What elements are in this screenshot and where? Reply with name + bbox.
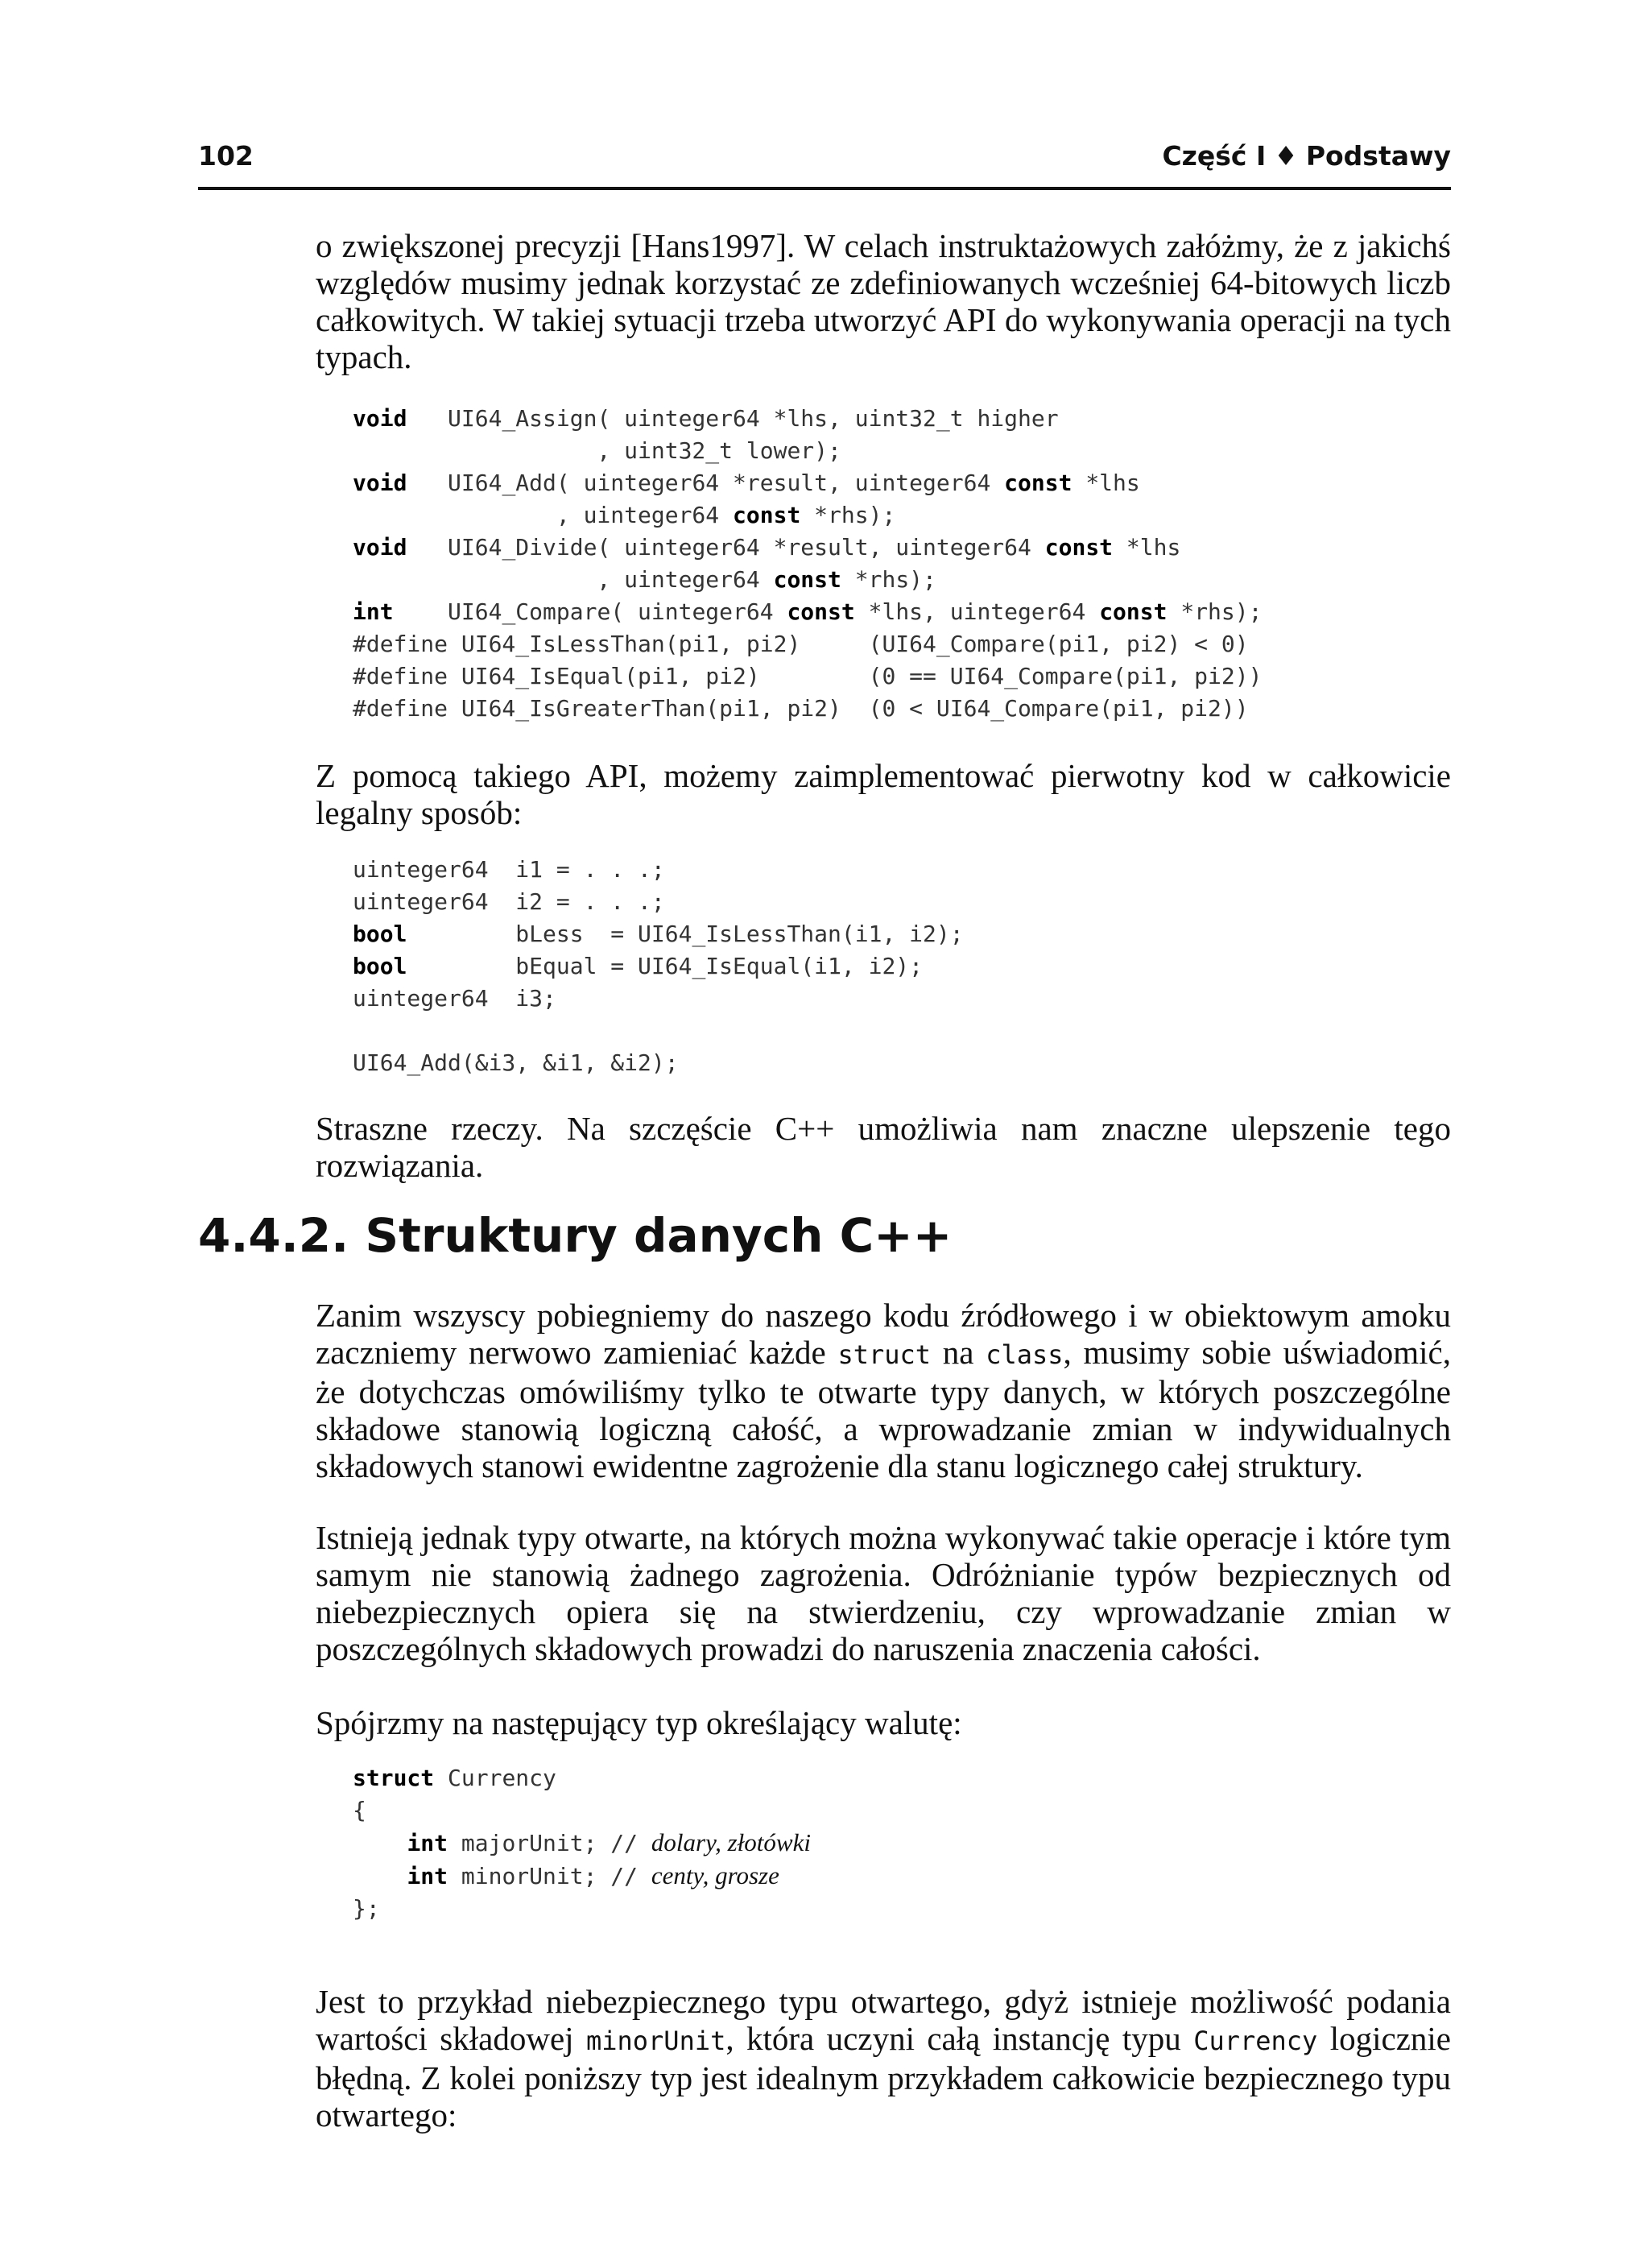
chapter-title: Podstawy xyxy=(1305,140,1451,172)
diamond-separator-icon: ♦ xyxy=(1274,140,1298,172)
inline-code-minorunit: minorUnit xyxy=(585,2026,726,2056)
inline-code-class: class xyxy=(986,1339,1064,1370)
code-line: void UI64_Divide( uinteger64 *result, uinteger64 const *lhs xyxy=(353,534,1181,561)
paragraph: Zanim wszyscy pobiegniemy do naszego kodu źródłowego i w obiektowym amoku zaczniemy nerwowo zamieniać każde struct na class, musimy sobie uświadomić, że dotychczas omówiliśmy tylko te otwarte typy danych, w których poszczególne składowe stanowią logiczną całość, a wprowadzanie zmian w indywidualnych składowych stanowi ewidentne zagrożenie dla stanu logicznego całej struktury. xyxy=(316,1297,1451,1484)
code-listing-currency xyxy=(353,1762,811,1925)
code-line: int majorUnit; // dolary, złotówki xyxy=(407,1828,811,1856)
part-label: Część I xyxy=(1162,140,1267,172)
paragraph: Spójrzmy na następujący typ określający walutę: xyxy=(316,1704,962,1741)
intro-paragraph-block xyxy=(316,227,1451,375)
code-line: #define UI64_IsLessThan(pi1, pi2) (UI64_Compare(pi1, pi2) < 0) xyxy=(353,631,1249,657)
paragraph: Jest to przykład niebezpiecznego typu otwartego, gdyż istnieje możliwość podania wartości składowej minorUnit, która uczyni całą instancję typu Currency logicznie błędną. Z kolei poniższy typ jest idealnym przykładem całkowicie bezpiecznego typu otwartego: xyxy=(316,1983,1451,2133)
code-line: int UI64_Compare( uinteger64 const *lhs, uinteger64 const *rhs); xyxy=(353,598,1263,625)
code-line: { xyxy=(353,1797,366,1823)
code-line: struct Currency xyxy=(353,1765,556,1791)
code-line: uinteger64 i3; xyxy=(353,985,556,1012)
code-line: #define UI64_IsEqual(pi1, pi2) (0 == UI64_Compare(pi1, pi2)) xyxy=(353,663,1263,689)
code-line: , uinteger64 const *rhs); xyxy=(353,502,896,528)
code-line: bool bEqual = UI64_IsEqual(i1, i2); xyxy=(353,953,924,979)
code-line: }; xyxy=(353,1895,380,1922)
code-line: , uint32_t lower); xyxy=(353,437,841,464)
running-title xyxy=(1162,140,1451,172)
code-line: #define UI64_IsGreaterThan(pi1, pi2) (0 < UI64_Compare(pi1, pi2)) xyxy=(353,695,1249,722)
code-line: , uinteger64 const *rhs); xyxy=(353,566,936,593)
inline-code-currency: Currency xyxy=(1193,2026,1318,2056)
code-line: void UI64_Assign( uinteger64 *lhs, uint32_t higher xyxy=(353,405,1059,432)
paragraph-api-usage xyxy=(316,757,1451,831)
paragraph-straszne xyxy=(316,1110,1451,1184)
code-line: uinteger64 i1 = . . .; xyxy=(353,856,665,883)
code-listing-usage xyxy=(353,854,964,1079)
code-line: uinteger64 i2 = . . .; xyxy=(353,888,665,915)
paragraph-spojrzmy xyxy=(316,1704,1451,1741)
code-line: UI64_Add(&i3, &i1, &i2); xyxy=(353,1049,679,1076)
page-number: 102 xyxy=(198,140,254,172)
paragraph-istnieja xyxy=(316,1519,1451,1667)
running-header xyxy=(198,137,1451,190)
paragraph-jest-to xyxy=(316,1983,1451,2133)
section-heading: 4.4.2. Struktury danych C++ xyxy=(198,1208,953,1263)
code-line: void UI64_Add( uinteger64 *result, uinteger64 const *lhs xyxy=(353,470,1140,496)
code-listing-api xyxy=(353,403,1263,725)
paragraph: Istnieją jednak typy otwarte, na których można wykonywać takie operacje i które tym samym nie stanowią żadnego zagrożenia. Odróżnianie typów bezpiecznych od niebezpiecznych opiera się na stwierdzeniu, czy wprowadzanie zmian w poszczególnych składowych prowadzi do naruszenia znaczenia całości. xyxy=(316,1519,1451,1667)
paragraph: Z pomocą takiego API, możemy zaimplementować pierwotny kod w całkowicie legalny sposób: xyxy=(316,757,1451,831)
code-comment: centy, grosze xyxy=(651,1861,779,1889)
paragraph: Straszne rzeczy. Na szczęście C++ umożliwia nam znaczne ulepszenie tego rozwiązania. xyxy=(316,1110,1451,1184)
paragraph-zanim xyxy=(316,1297,1451,1484)
inline-code-struct: struct xyxy=(837,1339,932,1370)
code-line: bool bLess = UI64_IsLessThan(i1, i2); xyxy=(353,921,964,947)
intro-paragraph: o zwiększonej precyzji [Hans1997]. W celach instruktażowych załóżmy, że z jakichś względów musimy jednak korzystać ze zdefiniowanych wcześniej 64-bitowych liczb całkowitych. W takiej sytuacji trzeba utworzyć API do wykonywania operacji na tych typach. xyxy=(316,227,1451,375)
code-line: int minorUnit; // centy, grosze xyxy=(407,1861,779,1889)
code-comment: dolary, złotówki xyxy=(651,1828,811,1856)
